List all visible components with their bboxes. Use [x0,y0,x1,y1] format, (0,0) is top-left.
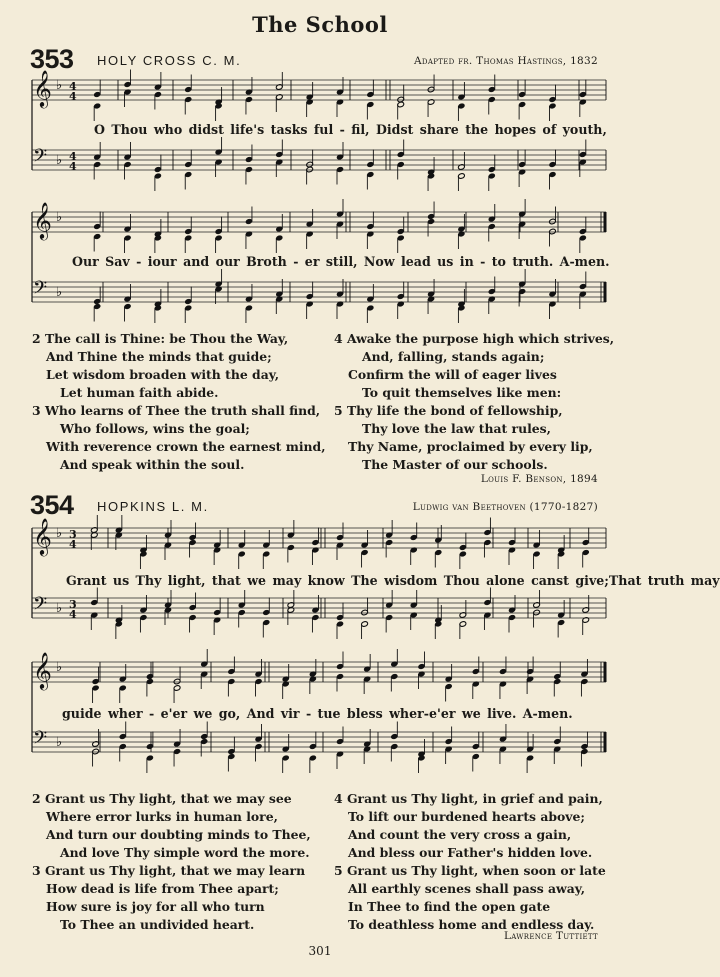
treble-clef-icon: 𝄞 [33,651,52,689]
treble-clef-icon: 𝄞 [33,69,52,107]
verse-line: To lift our burdened hearts above; [348,809,585,824]
verse-line: Let human faith abide. [60,385,219,400]
composer-credit: Ludwig van Beethoven (1770-1827) [412,501,598,513]
time-signature-top: 4 [69,80,77,93]
verse-line: And count the very cross a gain, [348,827,572,842]
verse [334,862,606,934]
verse-line: All earthly scenes shall pass away, [348,881,586,896]
time-signature-bottom: 4 [69,160,77,173]
verse-line: To deathless home and endless day. [348,917,595,932]
verse [32,330,288,402]
verse-line: And turn our doubting minds to Thee, [46,827,311,842]
verse-number: 3 [32,403,41,418]
verse-number: 2 [32,791,41,806]
verse-line: Thy love the law that rules, [362,421,551,436]
verse-number: 3 [32,863,41,878]
verse-number: 5 [334,863,343,878]
flat-key-signature-icon: ♭ [56,526,63,541]
verse-line: The call is Thine: be Thou the Way, [44,331,289,346]
verse-line: With reverence crown the earnest mind, [46,439,326,454]
verse-line: To Thee an undivided heart. [60,917,255,932]
verse-line: Thy Name, proclaimed by every lip, [348,439,593,454]
verse-line: Let wisdom broaden with the day, [46,367,280,382]
verse-line: Confirm the will of eager lives [348,367,557,382]
flat-key-signature-icon: ♭ [56,285,63,300]
time-signature-top: 3 [69,598,77,611]
bass-clef-icon: 𝄢 [33,728,48,753]
flat-key-signature-icon: ♭ [56,601,63,616]
bass-staff [32,728,606,753]
time-signature-bottom: 4 [69,538,77,551]
verse-line: Where error lurks in human lore, [46,809,278,824]
verse [334,330,614,402]
lyrics-line: O Thou who didst life's tasks ful - fil, Didst share the hopes of youth, [94,122,607,137]
tune-name: HOPKINS L. M. [97,499,209,514]
verse-number: 4 [334,791,343,806]
author-credit: Louis F. Benson, 1894 [480,473,598,485]
tune-name: HOLY CROSS C. M. [97,53,242,68]
verse-line: And Thine the minds that guide; [46,349,272,364]
hymn-number: 354 [30,490,74,520]
time-signature-bottom: 4 [69,90,77,103]
flat-key-signature-icon: ♭ [56,153,63,168]
verse-number: 4 [334,331,343,346]
verse [32,402,326,474]
verse-line: How dead is life from Thee apart; [46,881,279,896]
verse [32,790,311,862]
lyrics-line: Grant us Thy light, that we may know The wisdom Thou alone canst give;That truth may [66,573,720,588]
verse-line: To quit themselves like men: [362,385,562,400]
bass-staff [32,594,606,621]
time-signature-bottom: 4 [69,608,77,621]
treble-clef-icon: 𝄞 [33,517,52,555]
hymn-number: 353 [30,44,74,74]
verse-line: Grant us Thy light, when soon or late [346,863,606,878]
verse-line: Thy life the bond of fellowship, [346,403,563,418]
verse-line: Who learns of Thee the truth shall find, [44,403,321,418]
author-credit: Lawrence Tuttiett [503,930,598,942]
verse-line: Grant us Thy light, that we may see [44,791,292,806]
lyrics-line: guide wher - e'er we go, And vir - tue bless wher-e'er we live. A-men. [62,706,573,721]
verse-number: 5 [334,403,343,418]
verse [334,402,593,474]
flat-key-signature-icon: ♭ [56,78,63,93]
bass-clef-icon: 𝄢 [33,278,48,303]
verse-line: And, falling, stands again; [362,349,545,364]
time-signature-top: 4 [69,150,77,163]
verse-line: Awake the purpose high which strives, [346,331,615,346]
page-number: 301 [308,944,332,958]
verse-line: And bless our Father's hidden love. [348,845,593,860]
lyrics-line: Our Sav - iour and our Broth - er still, Now lead us in - to truth. A-men. [72,254,610,269]
page-title: The School [252,12,388,37]
verse-line: Grant us Thy light, that we may learn [44,863,306,878]
verse [32,862,305,934]
verse-line: And speak within the soul. [60,457,245,472]
verse-line: In Thee to find the open gate [348,899,551,914]
composer-credit: Adapted fr. Thomas Hastings, 1832 [414,55,598,67]
treble-staff [32,651,606,690]
time-signature-top: 3 [69,528,77,541]
verse-line: The Master of our schools. [362,457,548,472]
flat-key-signature-icon: ♭ [56,660,63,675]
flat-key-signature-icon: ♭ [56,210,63,225]
verse-line: And love Thy simple word the more. [60,845,310,860]
verse-line: Who follows, wins the goal; [60,421,250,436]
bass-clef-icon: 𝄢 [33,594,48,619]
verse-number: 2 [32,331,41,346]
verse-line: How sure is joy for all who turn [46,899,265,914]
verse-line: Grant us Thy light, in grief and pain, [346,791,603,806]
verse [334,790,603,862]
bass-clef-icon: 𝄢 [33,146,48,171]
flat-key-signature-icon: ♭ [56,735,63,750]
treble-clef-icon: 𝄞 [33,201,52,239]
